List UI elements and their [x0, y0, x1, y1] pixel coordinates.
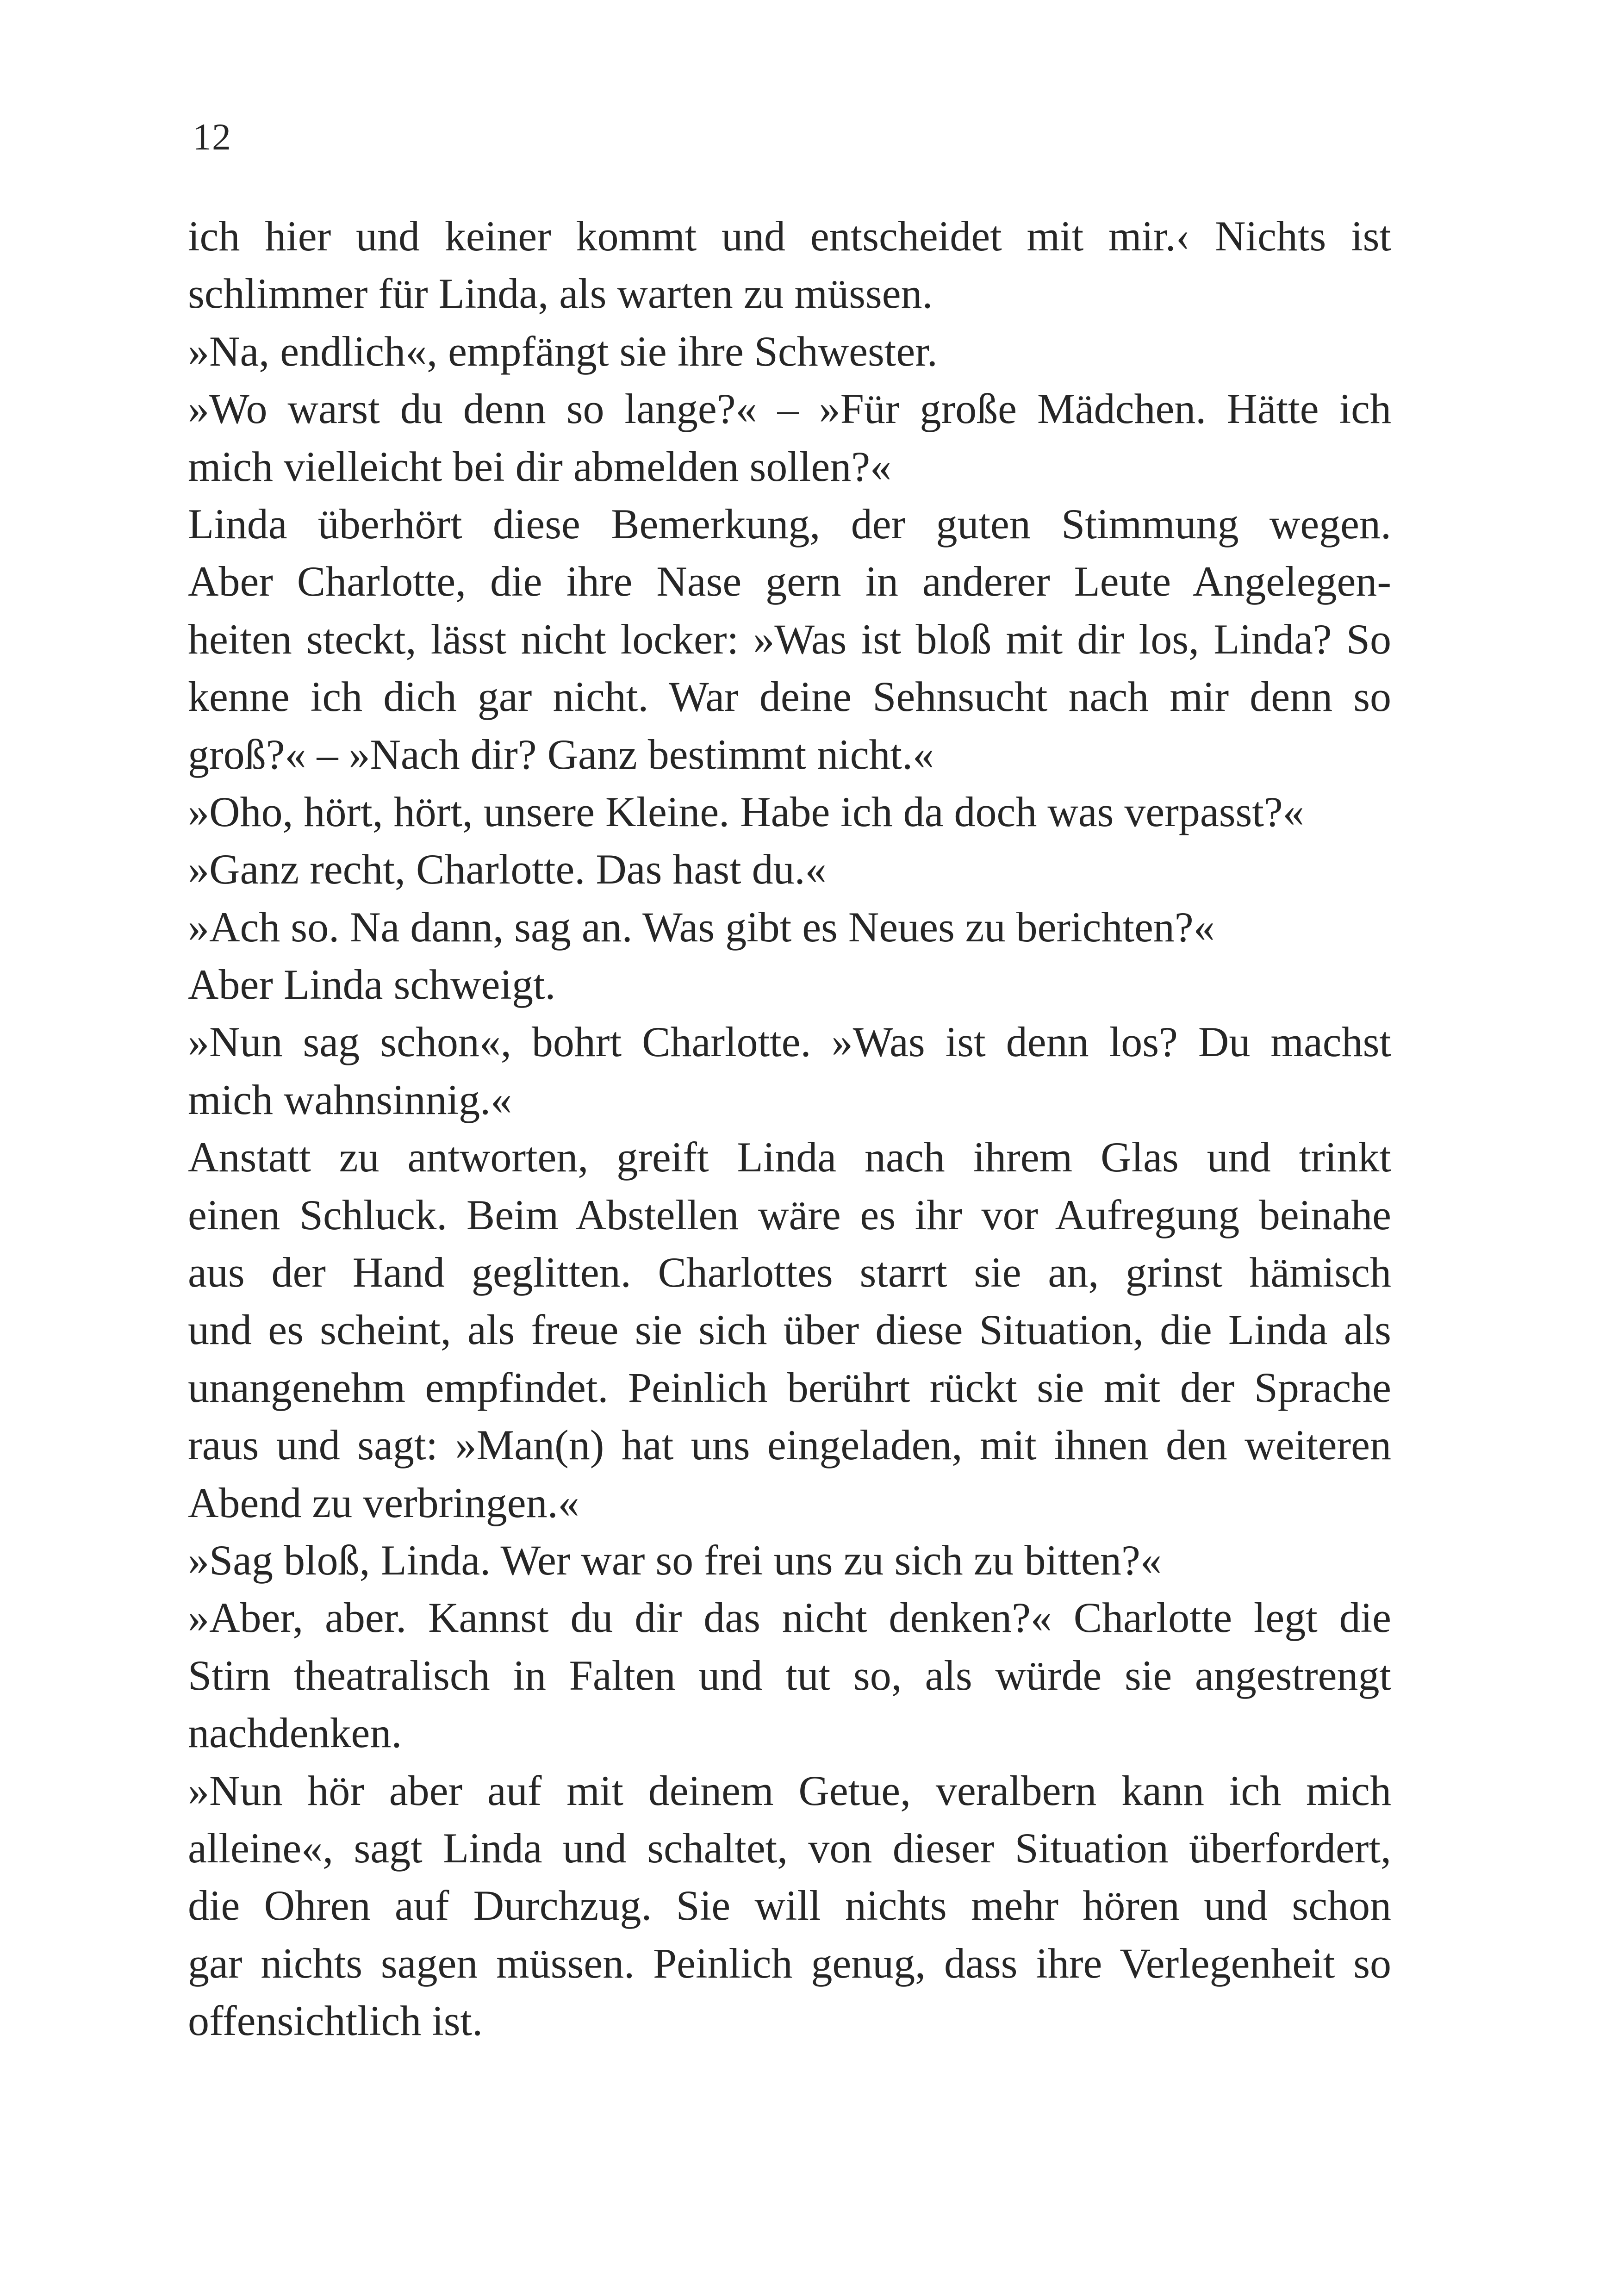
text-line: »Sag bloß, Linda. Wer war so frei uns zu sich zu bitten?« [188, 1536, 1162, 1584]
text-line: einen Schluck. Beim Abstellen wäre es ihr vor Aufregung beinahe [188, 1191, 1391, 1238]
text-line: heiten steckt, lässt nicht locker: »Was ist bloß mit dir los, Linda? So [188, 615, 1391, 663]
text-line: Anstatt zu antworten, greift Linda nach ihrem Glas und trinkt [188, 1133, 1391, 1181]
text-line: nachdenken. [188, 1709, 402, 1757]
text-line: unangenehm empfindet. Peinlich berührt rückt sie mit der Sprache [188, 1363, 1391, 1411]
text-line: Stirn theatralisch in Falten und tut so, als würde sie angestrengt [188, 1651, 1391, 1699]
text-line: mich vielleicht bei dir abmelden sollen?« [188, 442, 892, 490]
text-line: »Na, endlich«, empfängt sie ihre Schwester. [188, 327, 938, 375]
text-line: »Ach so. Na dann, sag an. Was gibt es Neues zu berichten?« [188, 903, 1215, 951]
text-line: »Nun hör aber auf mit deinem Getue, veralbern kann ich mich [188, 1767, 1391, 1814]
text-line: aus der Hand geglitten. Charlottes starrt sie an, grinst hämisch [188, 1249, 1391, 1296]
text-line: »Aber, aber. Kannst du dir das nicht denken?« Charlotte legt die [188, 1594, 1391, 1642]
text-line: mich wahnsinnig.« [188, 1076, 512, 1123]
text-line: groß?« – »Nach dir? Ganz bestimmt nicht.« [188, 730, 934, 778]
page-number: 12 [193, 116, 231, 158]
text-line: alleine«, sagt Linda und schaltet, von dieser Situation überfordert, [188, 1824, 1391, 1872]
text-line: »Nun sag schon«, bohrt Charlotte. »Was ist denn los? Du machst [188, 1018, 1391, 1066]
body-text [188, 207, 1391, 2050]
text-line: offensichtlich ist. [188, 1997, 483, 2045]
text-line: Aber Charlotte, die ihre Nase gern in anderer Leute Angelegen- [188, 558, 1391, 605]
text-line: Linda überhört diese Bemerkung, der guten Stimmung wegen. [188, 500, 1391, 548]
text-line: ich hier und keiner kommt und entscheidet mit mir.‹ Nichts ist [188, 212, 1391, 260]
text-line: Aber Linda schweigt. [188, 961, 556, 1008]
text-line: gar nichts sagen müssen. Peinlich genug, dass ihre Verlegenheit so [188, 1939, 1391, 1987]
text-line: Abend zu verbringen.« [188, 1479, 579, 1526]
text-line: »Oho, hört, hört, unsere Kleine. Habe ich da doch was verpasst?« [188, 788, 1304, 835]
text-line: und es scheint, als freue sie sich über diese Situation, die Linda als [188, 1306, 1391, 1354]
text-line: »Wo warst du denn so lange?« – »Für große Mädchen. Hätte ich [188, 385, 1391, 433]
text-line: raus und sagt: »Man(n) hat uns eingeladen, mit ihnen den weiteren [188, 1421, 1391, 1469]
text-line: kenne ich dich gar nicht. War deine Sehnsucht nach mir denn so [188, 673, 1391, 721]
text-line: die Ohren auf Durchzug. Sie will nichts mehr hören und schon [188, 1882, 1391, 1929]
text-line: »Ganz recht, Charlotte. Das hast du.« [188, 846, 827, 893]
text-line: schlimmer für Linda, als warten zu müssen. [188, 270, 933, 317]
